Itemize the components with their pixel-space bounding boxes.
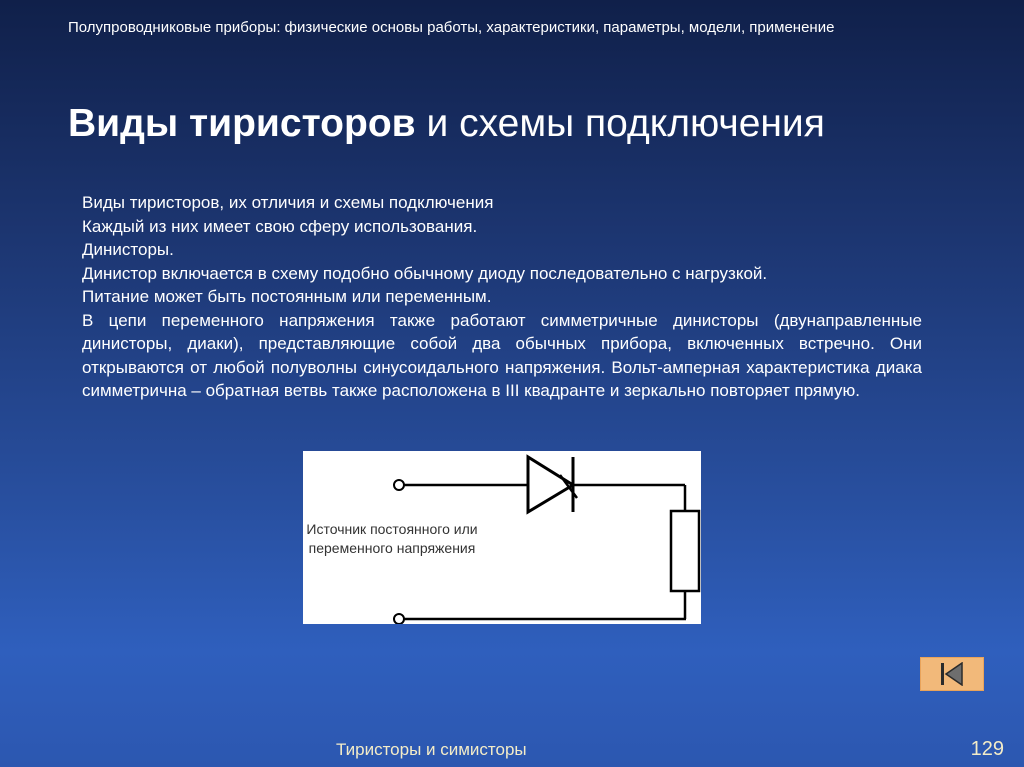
terminal-top bbox=[394, 480, 404, 490]
slide-title bbox=[68, 100, 988, 148]
paragraph: Питание может быть постоянным или переменным. bbox=[82, 287, 492, 306]
paragraph: Каждый из них имеет свою сферу использования. bbox=[82, 216, 478, 236]
load-resistor bbox=[671, 511, 699, 591]
footer-section-title: Тиристоры и симисторы bbox=[336, 740, 527, 759]
paragraph: Виды тиристоров, их отличия и схемы подключения bbox=[82, 193, 494, 212]
page-number: 129 bbox=[970, 738, 1004, 760]
slide-title-bold: Виды тиристоров bbox=[68, 102, 416, 145]
paragraph: Динисторы. bbox=[82, 240, 174, 259]
course-title: Полупроводниковые приборы: физические основы работы, характеристики, параметры, модели, применение bbox=[68, 19, 835, 36]
skip-to-start-icon bbox=[938, 662, 966, 686]
slide-body bbox=[82, 191, 922, 403]
paragraph-diac: В цепи переменного напряжения также работают симметричные динисторы (двунаправленные динисторы, диаки), представляющие собой два обычных прибора, включенных встречно. Они открываются от любой полуволны синусоидального напряжения. Вольт-амперная характеристика диака симметрична – обратная ветвь также расположена в III квадранте и зеркально повторяет прямую. bbox=[82, 310, 922, 400]
source-label: Источник постоянного или переменного напряжения bbox=[306, 521, 478, 556]
back-to-start-button[interactable] bbox=[920, 657, 984, 691]
paragraph: Динистор включается в схему подобно обычному диоду последовательно с нагрузкой. bbox=[82, 263, 768, 283]
slide-title-rest: и схемы подключения bbox=[415, 102, 825, 145]
terminal-bottom bbox=[394, 614, 404, 624]
dinistor-circuit-diagram bbox=[303, 451, 701, 624]
